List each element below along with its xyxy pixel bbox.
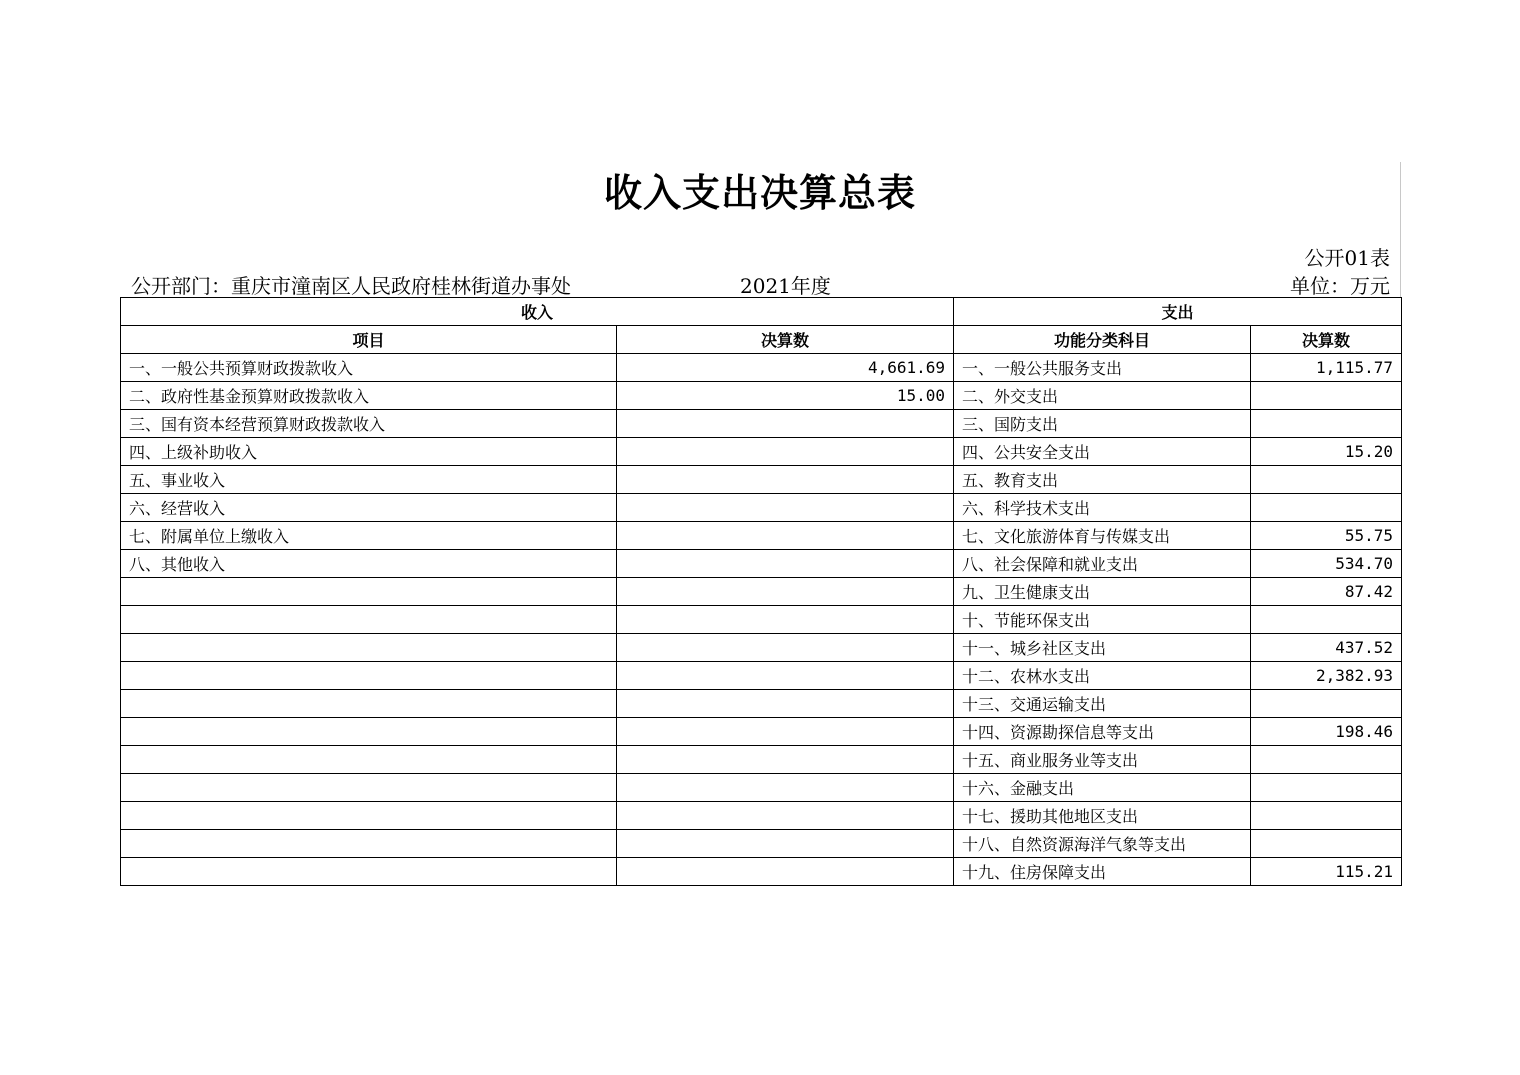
expense-header: 支出	[954, 298, 1402, 326]
table-code: 公开01表	[1304, 246, 1390, 270]
expense-item-cell: 十七、援助其他地区支出	[954, 802, 1251, 830]
expense-item-cell: 十六、金融支出	[954, 774, 1251, 802]
expense-amount-cell	[1251, 606, 1402, 634]
income-amount-cell	[617, 662, 954, 690]
income-item-cell	[121, 774, 617, 802]
expense-amount-cell: 198.46	[1251, 718, 1402, 746]
col-expense-amount: 决算数	[1251, 326, 1402, 354]
income-amount-cell: 4,661.69	[617, 354, 954, 382]
expense-item-cell: 十四、资源勘探信息等支出	[954, 718, 1251, 746]
income-amount-cell	[617, 494, 954, 522]
table-body	[121, 354, 1402, 886]
income-amount-cell	[617, 578, 954, 606]
table-row	[121, 746, 1402, 774]
expense-amount-cell: 115.21	[1251, 858, 1402, 886]
expense-amount-cell	[1251, 830, 1402, 858]
table-row	[121, 354, 1402, 382]
table-row	[121, 382, 1402, 410]
expense-amount-cell: 1,115.77	[1251, 354, 1402, 382]
expense-amount-cell	[1251, 410, 1402, 438]
income-item-cell	[121, 606, 617, 634]
income-item-cell: 四、上级补助收入	[121, 438, 617, 466]
table-row	[121, 802, 1402, 830]
income-amount-cell	[617, 550, 954, 578]
expense-amount-cell: 15.20	[1251, 438, 1402, 466]
expense-amount-cell	[1251, 690, 1402, 718]
table-row	[121, 858, 1402, 886]
department-label: 公开部门：重庆市潼南区人民政府桂林街道办事处	[131, 274, 571, 298]
table-row	[121, 690, 1402, 718]
expense-item-cell: 十、节能环保支出	[954, 606, 1251, 634]
table-row	[121, 438, 1402, 466]
table-row	[121, 410, 1402, 438]
income-amount-cell	[617, 774, 954, 802]
expense-item-cell: 十九、住房保障支出	[954, 858, 1251, 886]
income-amount-cell	[617, 438, 954, 466]
income-amount-cell	[617, 634, 954, 662]
table-row	[121, 606, 1402, 634]
table-row	[121, 494, 1402, 522]
income-item-cell: 八、其他收入	[121, 550, 617, 578]
table-row	[121, 718, 1402, 746]
expense-item-cell: 七、文化旅游体育与传媒支出	[954, 522, 1251, 550]
table-row	[121, 578, 1402, 606]
table-row	[121, 466, 1402, 494]
expense-item-cell: 二、外交支出	[954, 382, 1251, 410]
table-row	[121, 774, 1402, 802]
col-income-item: 项目	[121, 326, 617, 354]
unit-label: 单位：万元	[1290, 274, 1390, 298]
income-item-cell	[121, 858, 617, 886]
expense-item-cell: 五、教育支出	[954, 466, 1251, 494]
expense-amount-cell	[1251, 774, 1402, 802]
income-item-cell: 一、一般公共预算财政拨款收入	[121, 354, 617, 382]
income-expense-table	[120, 297, 1402, 886]
page-title: 收入支出决算总表	[603, 171, 916, 215]
expense-item-cell: 九、卫生健康支出	[954, 578, 1251, 606]
expense-item-cell: 十三、交通运输支出	[954, 690, 1251, 718]
income-item-cell	[121, 802, 617, 830]
table-row	[121, 522, 1402, 550]
income-amount-cell	[617, 746, 954, 774]
table-row	[121, 662, 1402, 690]
expense-item-cell: 十一、城乡社区支出	[954, 634, 1251, 662]
income-item-cell: 六、经营收入	[121, 494, 617, 522]
income-item-cell	[121, 830, 617, 858]
income-item-cell	[121, 746, 617, 774]
income-item-cell	[121, 690, 617, 718]
table-row	[121, 830, 1402, 858]
table-row	[121, 550, 1402, 578]
expense-item-cell: 十八、自然资源海洋气象等支出	[954, 830, 1251, 858]
income-item-cell	[121, 718, 617, 746]
expense-amount-cell	[1251, 466, 1402, 494]
income-amount-cell	[617, 522, 954, 550]
expense-amount-cell: 437.52	[1251, 634, 1402, 662]
expense-amount-cell	[1251, 382, 1402, 410]
income-amount-cell	[617, 410, 954, 438]
table-row	[121, 634, 1402, 662]
income-header: 收入	[121, 298, 954, 326]
expense-amount-cell: 55.75	[1251, 522, 1402, 550]
income-amount-cell	[617, 690, 954, 718]
col-expense-item: 功能分类科目	[954, 326, 1251, 354]
expense-amount-cell	[1251, 494, 1402, 522]
income-item-cell	[121, 662, 617, 690]
expense-item-cell: 一、一般公共服务支出	[954, 354, 1251, 382]
income-amount-cell	[617, 830, 954, 858]
income-amount-cell	[617, 802, 954, 830]
income-amount-cell: 15.00	[617, 382, 954, 410]
expense-item-cell: 三、国防支出	[954, 410, 1251, 438]
expense-item-cell: 六、科学技术支出	[954, 494, 1251, 522]
expense-item-cell: 八、社会保障和就业支出	[954, 550, 1251, 578]
income-amount-cell	[617, 858, 954, 886]
expense-amount-cell: 87.42	[1251, 578, 1402, 606]
income-amount-cell	[617, 466, 954, 494]
expense-amount-cell: 2,382.93	[1251, 662, 1402, 690]
expense-item-cell: 四、公共安全支出	[954, 438, 1251, 466]
income-item-cell: 五、事业收入	[121, 466, 617, 494]
income-item-cell	[121, 634, 617, 662]
expense-amount-cell	[1251, 746, 1402, 774]
income-amount-cell	[617, 718, 954, 746]
income-item-cell: 七、附属单位上缴收入	[121, 522, 617, 550]
expense-item-cell: 十二、农林水支出	[954, 662, 1251, 690]
income-item-cell: 三、国有资本经营预算财政拨款收入	[121, 410, 617, 438]
income-amount-cell	[617, 606, 954, 634]
expense-item-cell: 十五、商业服务业等支出	[954, 746, 1251, 774]
fiscal-year: 2021年度	[740, 274, 831, 298]
expense-amount-cell: 534.70	[1251, 550, 1402, 578]
col-income-amount: 决算数	[617, 326, 954, 354]
income-item-cell	[121, 578, 617, 606]
income-item-cell: 二、政府性基金预算财政拨款收入	[121, 382, 617, 410]
expense-amount-cell	[1251, 802, 1402, 830]
